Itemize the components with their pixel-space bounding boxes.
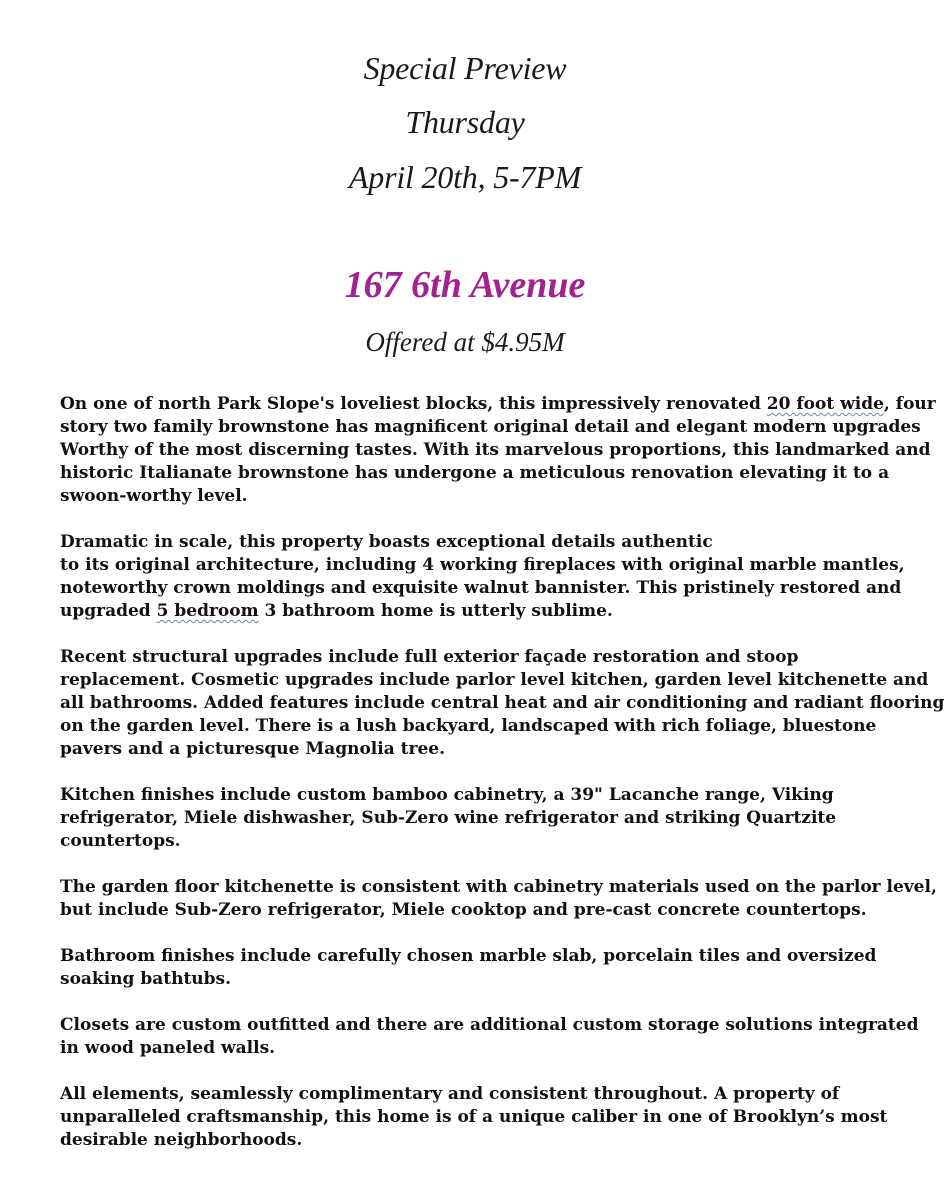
paragraph-upgrades	[60, 646, 944, 761]
text-line: story two family brownstone has magnificent original detail and elegant modern upgrades	[60, 417, 921, 437]
text-run: On one of north Park Slope's loveliest blocks, this impressively renovated	[60, 394, 767, 414]
text-line: replacement. Cosmetic upgrades include parlor level kitchen, garden level kitchenette and	[60, 670, 929, 690]
text-line: to its original architecture, including 4 working fireplaces with original marble mantles,	[60, 555, 905, 575]
text-line: Kitchen finishes include custom bamboo cabinetry, a 39" Lacanche range, Viking	[60, 785, 834, 805]
text-line: unparalleled craftsmanship, this home is of a unique caliber in one of Brooklyn’s most	[60, 1107, 888, 1127]
text-line: Closets are custom outfitted and there are additional custom storage solutions integrated	[60, 1015, 919, 1035]
text-line: swoon-worthy level.	[60, 486, 248, 506]
paragraph-kitchenette	[60, 876, 937, 922]
text-run: upgraded	[60, 601, 157, 621]
paragraph-bathroom	[60, 945, 877, 991]
paragraph-intro	[60, 393, 936, 508]
paragraph-kitchen	[60, 784, 870, 853]
text-line: Dramatic in scale, this property boasts exceptional details authentic	[60, 532, 713, 552]
text-line: soaking bathtubs.	[60, 969, 232, 989]
paragraph-summary	[60, 1083, 888, 1152]
event-title: Special Preview	[363, 50, 567, 86]
property-price: Offered at $4.95M	[365, 327, 565, 357]
text-line: desirable neighborhoods.	[60, 1130, 303, 1150]
text-line: in wood paneled walls.	[60, 1038, 276, 1058]
text-line: all bathrooms. Added features include central heat and air conditioning and radiant flooring	[60, 693, 944, 713]
text-line: countertops.	[60, 831, 181, 851]
text-line: Recent structural upgrades include full exterior façade restoration and stoop	[60, 647, 799, 667]
text-line: on the garden level. There is a lush backyard, landscaped with rich foliage, bluestone	[60, 716, 877, 736]
text-line: Bathroom finishes include carefully chosen marble slab, porcelain tiles and oversized	[60, 946, 877, 966]
width-highlight: 20 foot wide	[766, 394, 884, 414]
text-line: Worthy of the most discerning tastes. With its marvelous proportions, this landmarked and	[60, 440, 931, 460]
paragraph-closets	[60, 1014, 919, 1060]
text-line: All elements, seamlessly complimentary and consistent throughout. A property of	[60, 1084, 840, 1104]
property-address: 167 6th Avenue	[344, 264, 586, 306]
description-body	[60, 393, 944, 1175]
text-line: historic Italianate brownstone has undergone a meticulous renovation elevating it to a	[60, 463, 890, 483]
text-line	[60, 393, 936, 416]
text-line: The garden floor kitchenette is consistent with cabinetry materials used on the parlor level,	[60, 877, 937, 897]
text-run: , four	[883, 394, 936, 414]
text-run: 3 bathroom home is utterly sublime.	[258, 601, 613, 621]
event-date-time: April 20th, 5-7PM	[348, 159, 582, 195]
event-day: Thursday	[405, 104, 525, 140]
text-line: refrigerator, Miele dishwasher, Sub-Zero wine refrigerator and striking Quartzite	[60, 808, 837, 828]
bedroom-highlight: 5 bedroom	[156, 601, 259, 621]
text-line: pavers and a picturesque Magnolia tree.	[60, 739, 446, 759]
text-line	[60, 600, 870, 623]
paragraph-architecture	[60, 531, 905, 623]
text-line: noteworthy crown moldings and exquisite walnut bannister. This pristinely restored and	[60, 578, 902, 598]
text-line: but include Sub-Zero refrigerator, Miele cooktop and pre-cast concrete countertops.	[60, 900, 867, 920]
